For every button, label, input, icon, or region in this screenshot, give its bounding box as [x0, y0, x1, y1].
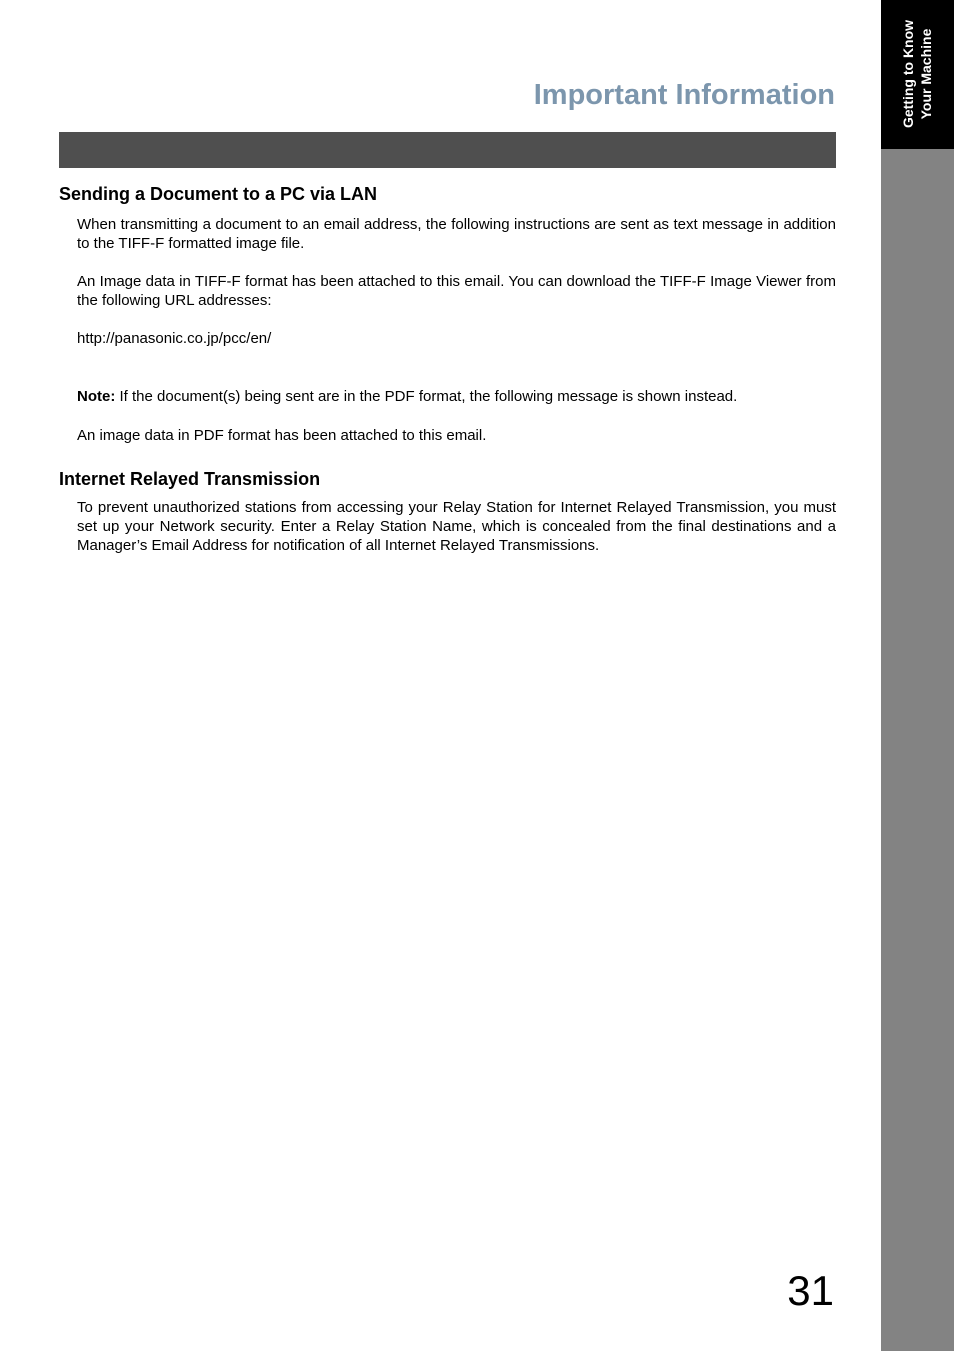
url-text: http://panasonic.co.jp/pcc/en/	[77, 330, 272, 347]
page-number: 31	[787, 1267, 834, 1314]
page-title: Important Information	[533, 79, 835, 111]
chapter-tab-line-1: Getting to Know	[900, 19, 916, 129]
chapter-tab-label	[899, 20, 935, 128]
relay-body-paragraph: To prevent unauthorized stations from accessing your Relay Station for Internet Relayed Transmission, you must set up your Network security. Enter a Relay Station Name, which is concealed from the final destinations and a Manager’s Email Address for notification of all Internet Relayed Transmissions.	[77, 499, 836, 554]
section-heading-sending: Sending a Document to a PC via LAN	[59, 184, 378, 204]
note-text: If the document(s) being sent are in the PDF format, the following message is shown instead.	[115, 388, 738, 405]
chapter-tab-line-2: Your Machine	[918, 28, 934, 120]
note-label: Note:	[77, 388, 116, 405]
content	[59, 182, 836, 555]
title-bar	[59, 132, 836, 168]
sending-intro-paragraph: When transmitting a document to an email address, the following instructions are sent as text message in addition to the TIFF-F formatted image file.	[77, 216, 836, 252]
section-heading-relay: Internet Relayed Transmission	[59, 469, 321, 489]
tiff-message-paragraph: An Image data in TIFF-F format has been attached to this email. You can download the TIFF-F Image Viewer from the following URL addresses:	[77, 273, 836, 309]
pdf-message-paragraph: An image data in PDF format has been attached to this email.	[77, 427, 487, 444]
chapter-tab[interactable]	[881, 0, 954, 149]
note-paragraph	[77, 387, 836, 406]
side-strip	[881, 0, 954, 1351]
